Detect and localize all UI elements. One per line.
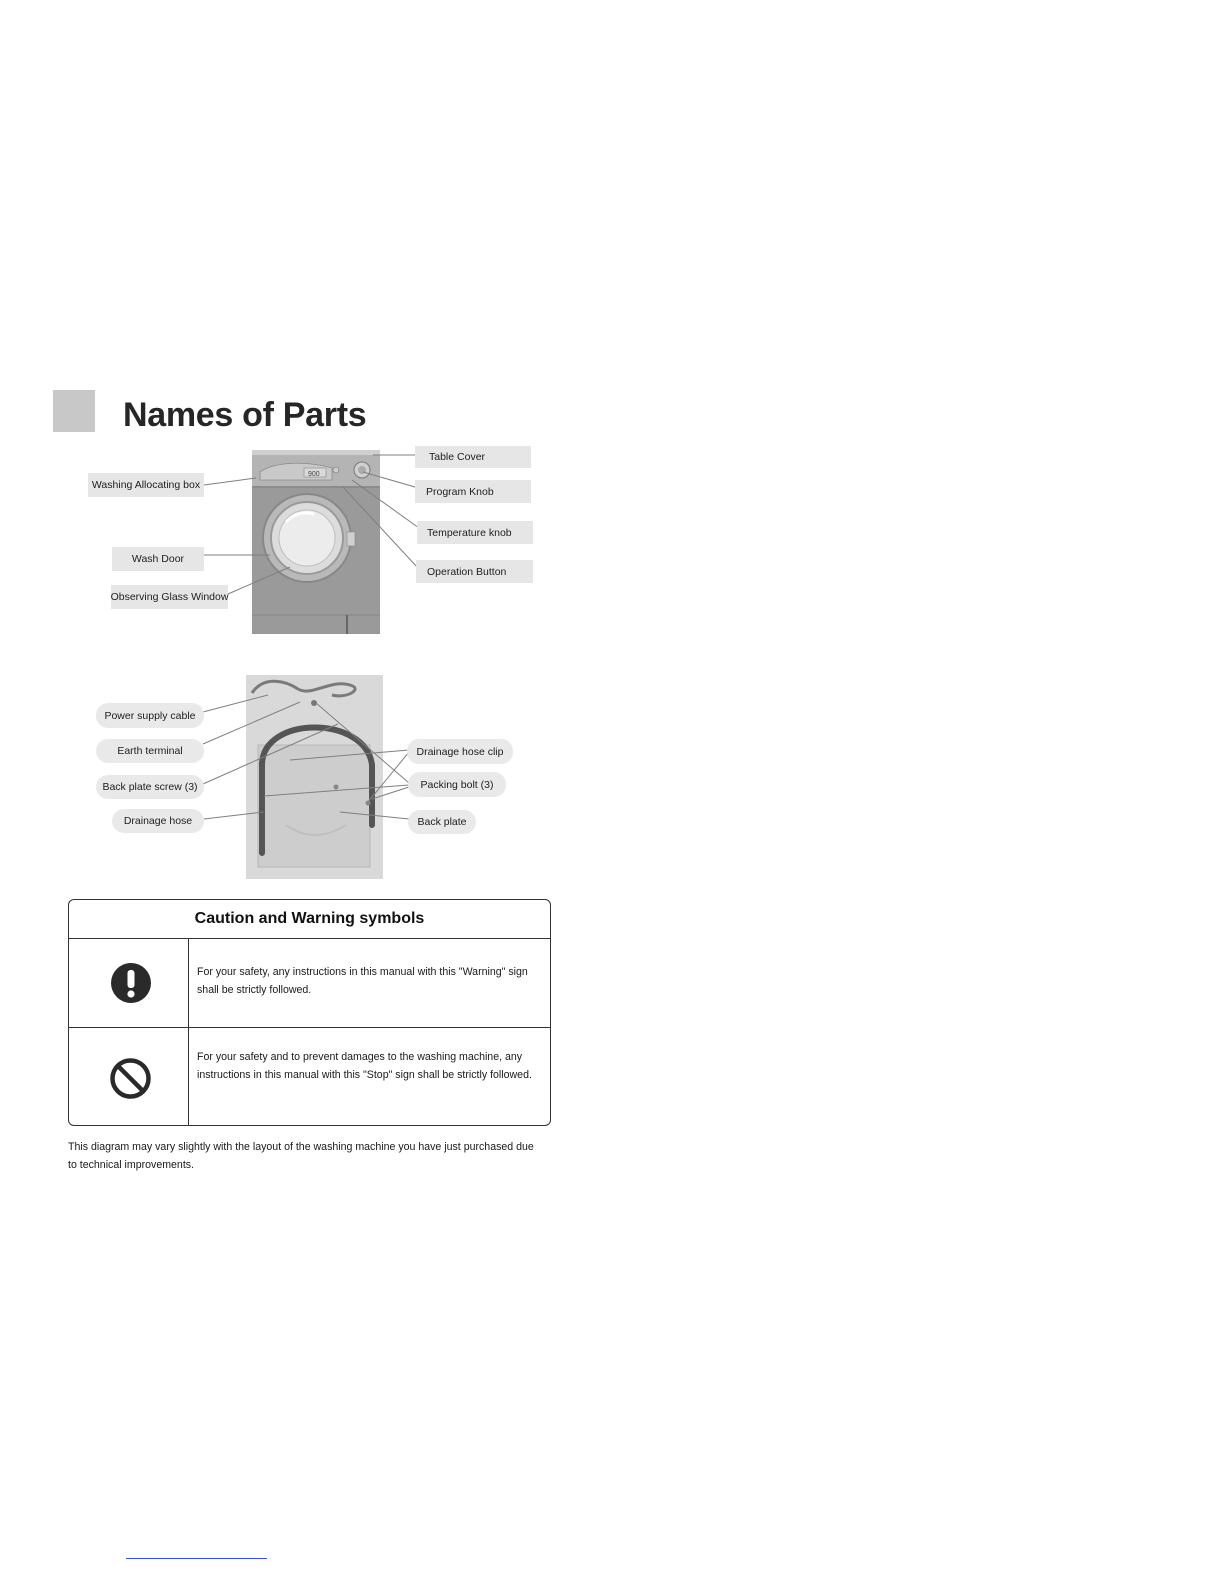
warning-row-text <box>197 963 547 999</box>
label-packing-bolt: Packing bolt (3) <box>408 772 506 797</box>
table-header: Caution and Warning symbols <box>69 900 550 939</box>
caution-warning-table <box>68 899 551 1126</box>
exclamation-warning-icon <box>110 962 152 1004</box>
prohibition-stop-icon <box>109 1057 152 1100</box>
label-earth-terminal: Earth terminal <box>96 739 204 763</box>
section-marker <box>53 390 95 432</box>
footer-rule <box>126 1558 267 1559</box>
warning-text-line2: shall be strictly followed. <box>197 984 312 996</box>
note-line1: This diagram may vary slightly with the layout of the washing machine you have just purchased due <box>68 1141 534 1153</box>
washing-machine-front-image <box>252 450 380 634</box>
diagram-note <box>68 1138 558 1174</box>
label-power-supply-cable: Power supply cable <box>96 703 204 728</box>
label-table-cover: Table Cover <box>415 446 531 468</box>
page-title: Names of Parts <box>123 396 367 434</box>
warning-text-line1: For your safety, any instructions in this manual with this "Warning" sign <box>197 966 528 978</box>
label-program-knob: Program Knob <box>415 480 531 503</box>
washing-machine-back-image <box>246 675 383 879</box>
table-divider-vertical <box>188 938 189 1126</box>
label-drainage-hose-clip: Drainage hose clip <box>407 739 513 764</box>
stop-text-line1: For your safety and to prevent damages to the washing machine, any <box>197 1051 523 1063</box>
label-wash-door: Wash Door <box>112 547 204 571</box>
stop-text-line2: instructions in this manual with this "Stop" sign shall be strictly followed. <box>197 1069 532 1081</box>
stop-row-text <box>197 1048 547 1084</box>
label-washing-allocating-box: Washing Allocating box <box>88 473 204 497</box>
note-line2: to technical improvements. <box>68 1159 195 1171</box>
label-back-plate-screw: Back plate screw (3) <box>96 775 204 799</box>
display-readout: 900 <box>308 471 320 478</box>
label-temperature-knob: Temperature knob <box>417 521 533 544</box>
table-divider-horizontal <box>69 1027 550 1028</box>
label-observing-glass-window: Observing Glass Window <box>111 585 228 609</box>
label-operation-button: Operation Button <box>416 560 533 583</box>
label-drainage-hose: Drainage hose <box>112 809 204 833</box>
label-back-plate: Back plate <box>408 810 476 834</box>
